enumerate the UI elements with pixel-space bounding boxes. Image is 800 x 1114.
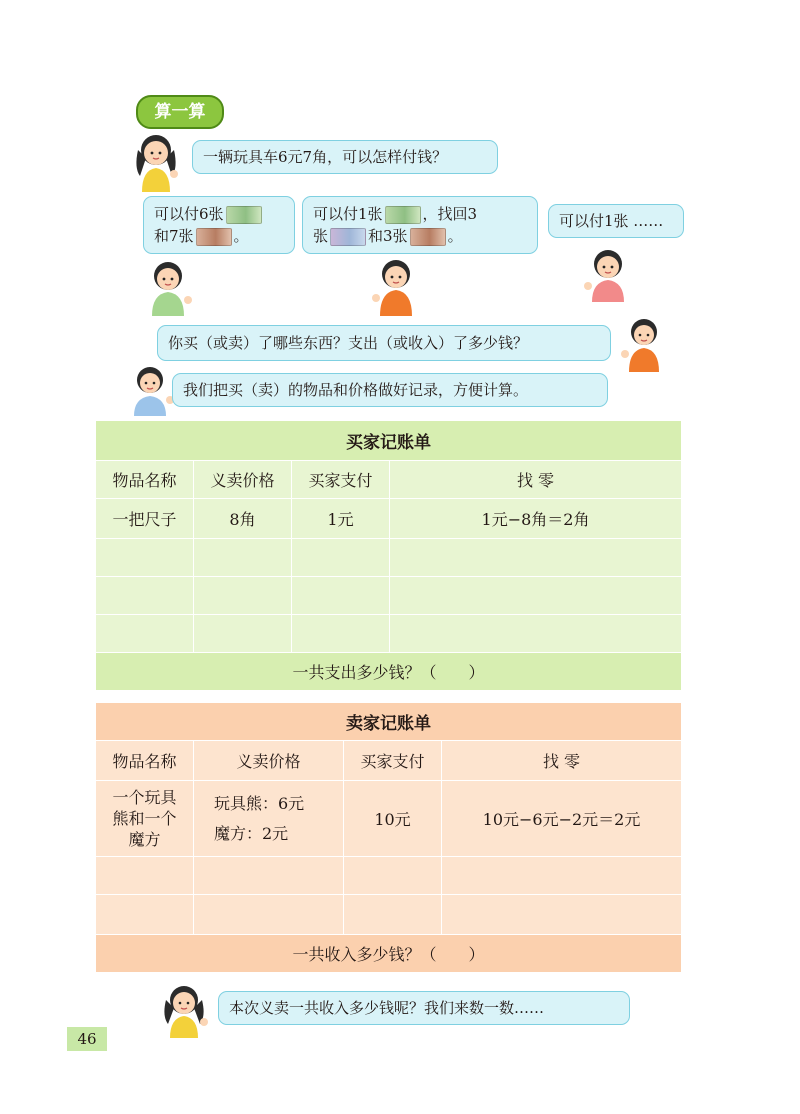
column-header: 物品名称 <box>96 741 194 781</box>
column-header: 买家支付 <box>292 461 390 499</box>
girl-avatar-bottom <box>156 980 212 1038</box>
seller-total-question: 一共收入多少钱？（ ） <box>96 935 682 973</box>
table-row-empty <box>96 577 682 615</box>
table-cell: 1元 <box>292 499 390 539</box>
one-jiao-note-icon <box>196 228 232 246</box>
one-yuan-note-icon <box>330 228 366 246</box>
answer-3-text: 可以付1张 …… <box>559 212 664 230</box>
seller-footer-row <box>96 935 682 973</box>
column-header: 义卖价格 <box>194 741 344 781</box>
item-line: 熊和一个 <box>112 809 177 828</box>
column-header: 买家支付 <box>344 741 442 781</box>
table-row <box>96 781 682 857</box>
table-cell-item <box>96 781 194 857</box>
girl-avatar-top <box>128 128 184 192</box>
buyer-footer-row <box>96 653 682 691</box>
answer-2-after: 。 <box>447 227 463 245</box>
seller-ledger-title-row <box>96 703 682 741</box>
answer-bubble-2 <box>302 196 538 254</box>
boy-avatar-orange <box>368 256 424 316</box>
table-row-empty <box>96 857 682 895</box>
section-tag: 算一算 <box>136 95 224 129</box>
column-header: 找 零 <box>390 461 682 499</box>
table-cell: 1元−8角＝2角 <box>390 499 682 539</box>
buyer-header-row <box>96 461 682 499</box>
table-row-empty <box>96 615 682 653</box>
boy-avatar-orange-2 <box>618 316 670 372</box>
buyer-ledger-title-row <box>96 421 682 461</box>
table-cell-price <box>194 781 344 857</box>
answer-2-mid2: 张 <box>313 227 329 245</box>
table-row-empty <box>96 539 682 577</box>
table-cell: 10元 <box>344 781 442 857</box>
count-text: 本次义卖一共收入多少钱呢？我们来数一数…… <box>229 999 545 1017</box>
buyer-total-question: 一共支出多少钱？（ ） <box>96 653 682 691</box>
one-jiao-note-icon <box>410 228 446 246</box>
ten-yuan-note-icon <box>226 206 262 224</box>
seller-header-row <box>96 741 682 781</box>
girl-avatar-pink <box>580 246 636 302</box>
table-cell: 一把尺子 <box>96 499 194 539</box>
record-text: 我们把买（卖）的物品和价格做好记录，方便计算。 <box>183 381 529 399</box>
speech-bubble-record <box>172 373 608 407</box>
item-line: 魔方 <box>128 830 161 849</box>
price-line: 魔方：2元 <box>214 823 289 843</box>
ten-yuan-note-icon <box>385 206 421 224</box>
boy-avatar-green <box>140 258 196 316</box>
table-cell: 8角 <box>194 499 292 539</box>
table-cell: 10元−6元−2元＝2元 <box>442 781 682 857</box>
boy-avatar-blue <box>122 364 178 416</box>
column-header: 找 零 <box>442 741 682 781</box>
answer-2-mid3: 和3张 <box>368 227 408 245</box>
table-row-empty <box>96 895 682 935</box>
column-header: 物品名称 <box>96 461 194 499</box>
page-number: 46 <box>67 1027 107 1051</box>
answer-2-before: 可以付1张 <box>313 205 383 223</box>
answer-1-after: 。 <box>233 227 249 245</box>
answer-2-mid: ，找回3 <box>422 205 478 223</box>
price-line: 玩具熊：6元 <box>214 793 305 813</box>
item-line: 一个玩具 <box>112 788 177 807</box>
speech-bubble-question <box>192 140 498 174</box>
seller-ledger-table <box>95 702 682 973</box>
question-2-text: 你买（或卖）了哪些东西？支出（或收入）了多少钱？ <box>168 334 529 352</box>
question-text: 一辆玩具车6元7角，可以怎样付钱？ <box>203 148 448 166</box>
answer-bubble-1 <box>143 196 295 254</box>
seller-ledger-title: 卖家记账单 <box>96 703 682 741</box>
buyer-ledger-title: 买家记账单 <box>96 421 682 461</box>
speech-bubble-question-2 <box>157 325 611 361</box>
speech-bubble-count <box>218 991 630 1025</box>
answer-1-before: 可以付6张 <box>154 205 224 223</box>
table-row <box>96 499 682 539</box>
buyer-ledger-table <box>95 420 682 691</box>
answer-bubble-3 <box>548 204 684 238</box>
column-header: 义卖价格 <box>194 461 292 499</box>
answer-1-mid: 和7张 <box>154 227 194 245</box>
